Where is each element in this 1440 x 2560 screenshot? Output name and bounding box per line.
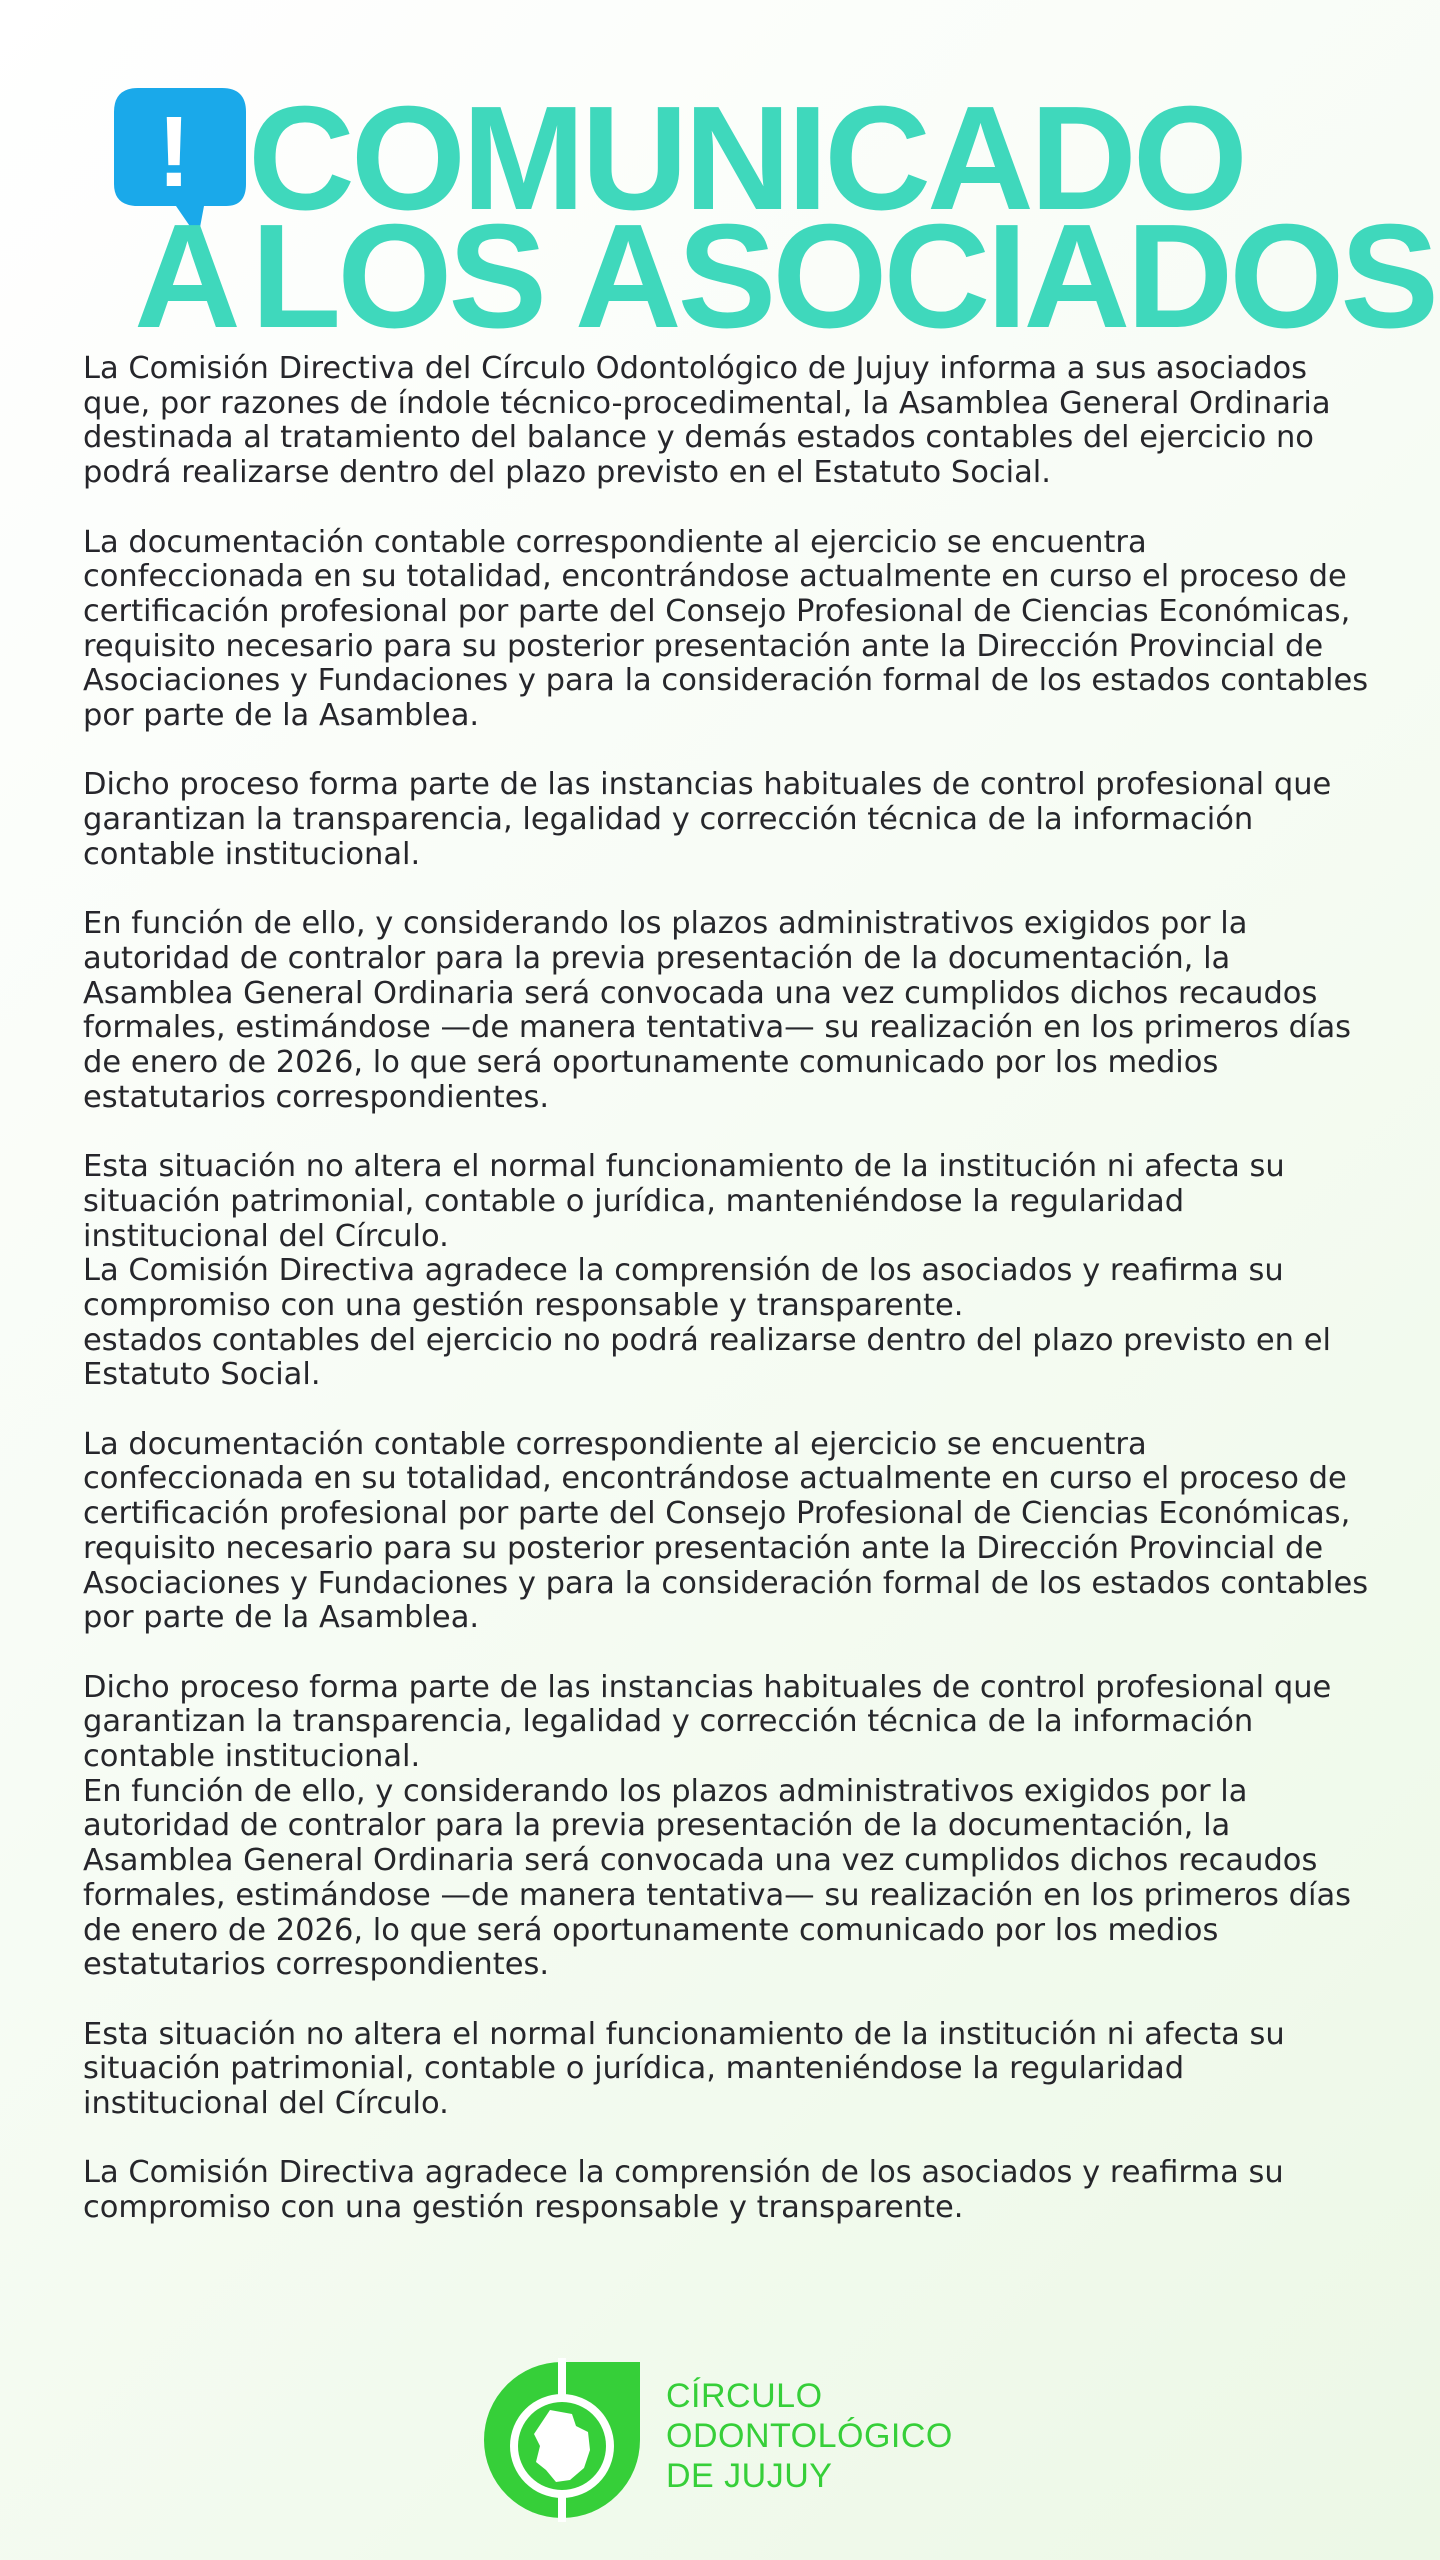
paragraph: Esta situación no altera el normal funcionamiento de la institución ni afecta su situación patrimonial, contable o jurídica, manteniéndose la regularidad institucional del Círculo. (83, 2016, 1285, 2122)
paragraph: La Comisión Directiva del Círculo Odontológico de Jujuy informa a sus asociados que, por razones de índole técnico-procedimental, la Asamblea General Ordinaria destinada al tratamiento del balance y demás estados contables del ejercicio no podrá realizarse dentro del plazo previsto en el Estatuto Social. (83, 351, 1331, 491)
paragraph: En función de ello, y considerando los plazos administrativos exigidos por la autoridad de contralor para la previa presentación de la documentación, la Asamblea General Ordinaria será convocada una vez cumplidos dichos recaudos formales, estimándose —de manera tentativa— su realización en los primeros días de enero de 2026, lo que será oportunamente comunicado por los medios estatutarios correspondientes. (83, 1773, 1352, 1983)
paragraph: estados contables del ejercicio no podrá realizarse dentro del plazo previsto en el Estatuto Social. (83, 1322, 1331, 1393)
paragraph: Dicho proceso forma parte de las instancias habituales de control profesional que garantizan la transparencia, legalidad y corrección técnica de la información contable institucional. (83, 1669, 1332, 1775)
paragraph: La Comisión Directiva agradece la comprensión de los asociados y reafirma su compromiso con una gestión responsable y transparente. (83, 2155, 1284, 2226)
paragraph: En función de ello, y considerando los plazos administrativos exigidos por la autoridad de contralor para la previa presentación de la documentación, la Asamblea General Ordinaria será convocada una vez cumplidos dichos recaudos formales, estimándose —de manera tentativa— su realización en los primeros días de enero de 2026, lo que será oportunamente comunicado por los medios estatutarios correspondientes. (83, 906, 1352, 1115)
logo-line-circulo: CÍRCULO (666, 2377, 823, 2415)
jujuy-map-logo-icon (480, 2358, 644, 2522)
title-comunicado: COMUNICADO (248, 76, 1244, 241)
title-los-asociados: LOS ASOCIADOS (250, 194, 1436, 359)
paragraph: La documentación contable correspondiente al ejercicio se encuentra confeccionada en su totalidad, encontrándose actualmente en curso el proceso de certificación profesional por parte del Consejo Profesional de Ciencias Económicas, requisito necesario para su posterior presentación ante la Dirección Provincial de Asociaciones y Fundaciones y para la consideración formal de los estados contables por parte de la Asamblea. (83, 524, 1369, 734)
paragraph: Dicho proceso forma parte de las instancias habituales de control profesional que garantizan la transparencia, legalidad y corrección técnica de la información contable institucional. (83, 767, 1332, 872)
paragraph: La documentación contable correspondiente al ejercicio se encuentra confeccionada en su totalidad, encontrándose actualmente en curso el proceso de certificación profesional por parte del Consejo Profesional de Ciencias Económicas, requisito necesario para su posterior presentación ante la Dirección Provincial de Asociaciones y Fundaciones y para la consideración formal de los estados contables por parte de la Asamblea. (83, 1426, 1369, 1636)
logo-line-odontologico: ODONTOLÓGICO (666, 2417, 953, 2455)
logo-line-de-jujuy: DE JUJUY (666, 2457, 833, 2495)
exclamation-mark: ! (157, 96, 191, 208)
paragraph: La Comisión Directiva agradece la comprensión de los asociados y reafirma su compromiso con una gestión responsable y transparente. (83, 1253, 1284, 1323)
announcement-body (83, 352, 1373, 2261)
title-a-los-asociados (134, 194, 1436, 359)
title-word-a: A (134, 194, 237, 359)
logo-wordmark (666, 2376, 953, 2496)
paragraph: Esta situación no altera el normal funcionamiento de la institución ni afecta su situación patrimonial, contable o jurídica, manteniéndose la regularidad institucional del Círculo. (83, 1149, 1285, 1254)
header (110, 76, 1436, 359)
footer-logo (480, 2358, 1000, 2518)
